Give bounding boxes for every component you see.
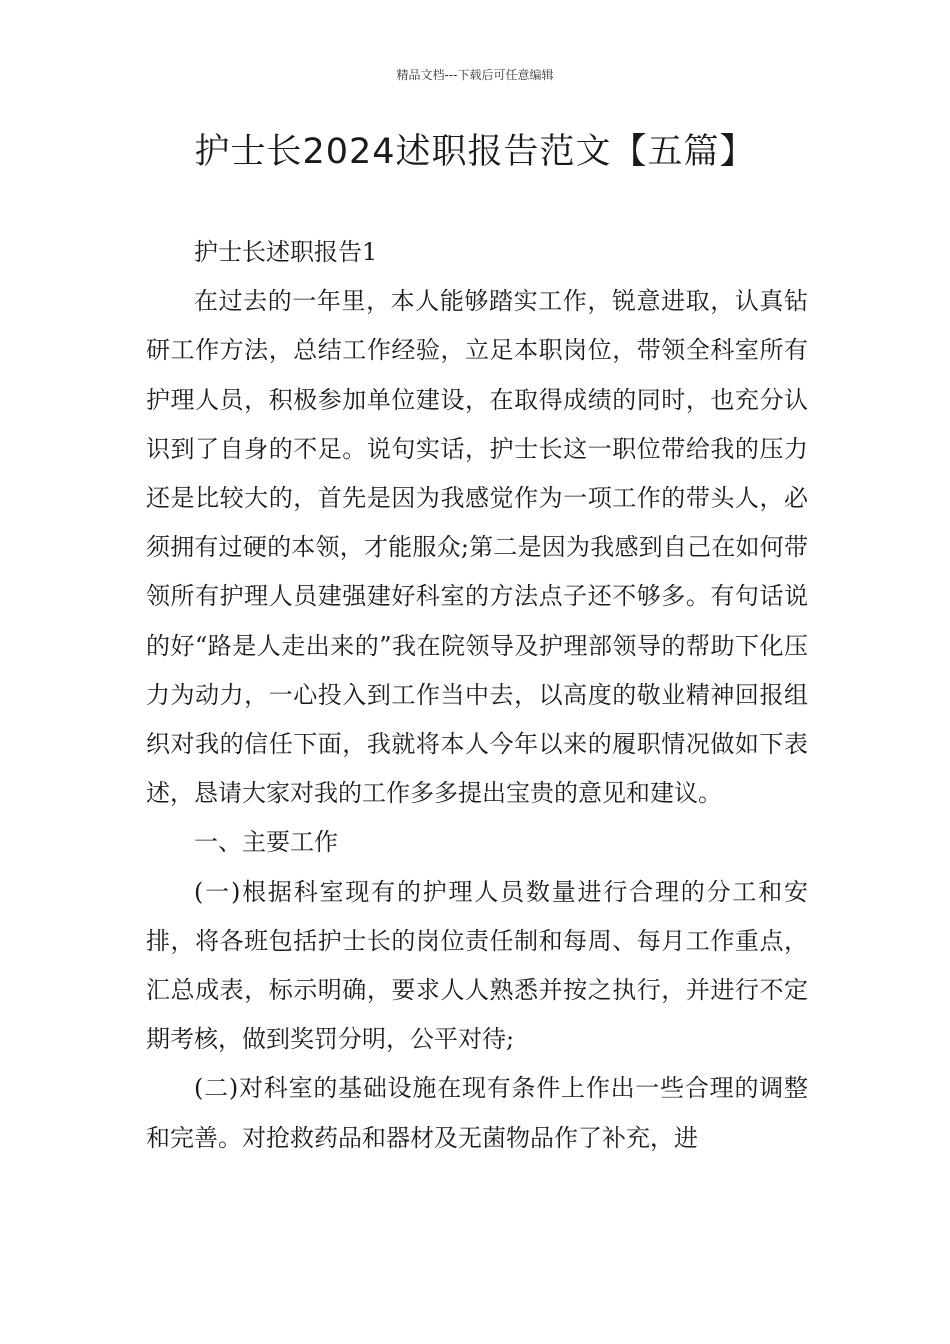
paragraph-item-2: (二)对科室的基础设施在现有条件上作出一些合理的调整和完善。对抢救药品和器材及无菌物品作了补充，进 [146,1074,808,1152]
document-body [146,228,808,1163]
document-title: 护士长2024述职报告范文【五篇】 [194,132,756,172]
paragraph-item-1: (一)根据科室现有的护理人员数量进行合理的分工和安排，将各班包括护士长的岗位责任制和每周、每月工作重点，汇总成表，标示明确，要求人人熟悉并按之执行，并进行不定期考核，做到奖罚分明，公平对待; [146,877,808,1054]
header-note: 精品文档---下载后可任意编辑 [396,68,554,82]
report-subtitle: 护士长述职报告1 [194,238,378,266]
paragraph-intro: 在过去的一年里，本人能够踏实工作，锐意进取，认真钻研工作方法，总结工作经验，立足本职岗位，带领全科室所有护理人员，积极参加单位建设，在取得成绩的同时，也充分认识到了自身的不足。说句实话，护士长这一职位带给我的压力还是比较大的，首先是因为我感觉作为一项工作的带头人，必须拥有过硬的本领，才能服众;第二是因为我感到自己在如何带领所有护理人员建强建好科室的方法点子还不够多。有句话说的好“路是人走出来的”我在院领导及护理部领导的帮助下化压力为动力，一心投入到工作当中去，以高度的敬业精神回报组织对我的信任下面，我就将本人今年以来的履职情况做如下表述，恳请大家对我的工作多多提出宝贵的意见和建议。 [146,287,808,808]
section-heading: 一、主要工作 [194,828,338,857]
